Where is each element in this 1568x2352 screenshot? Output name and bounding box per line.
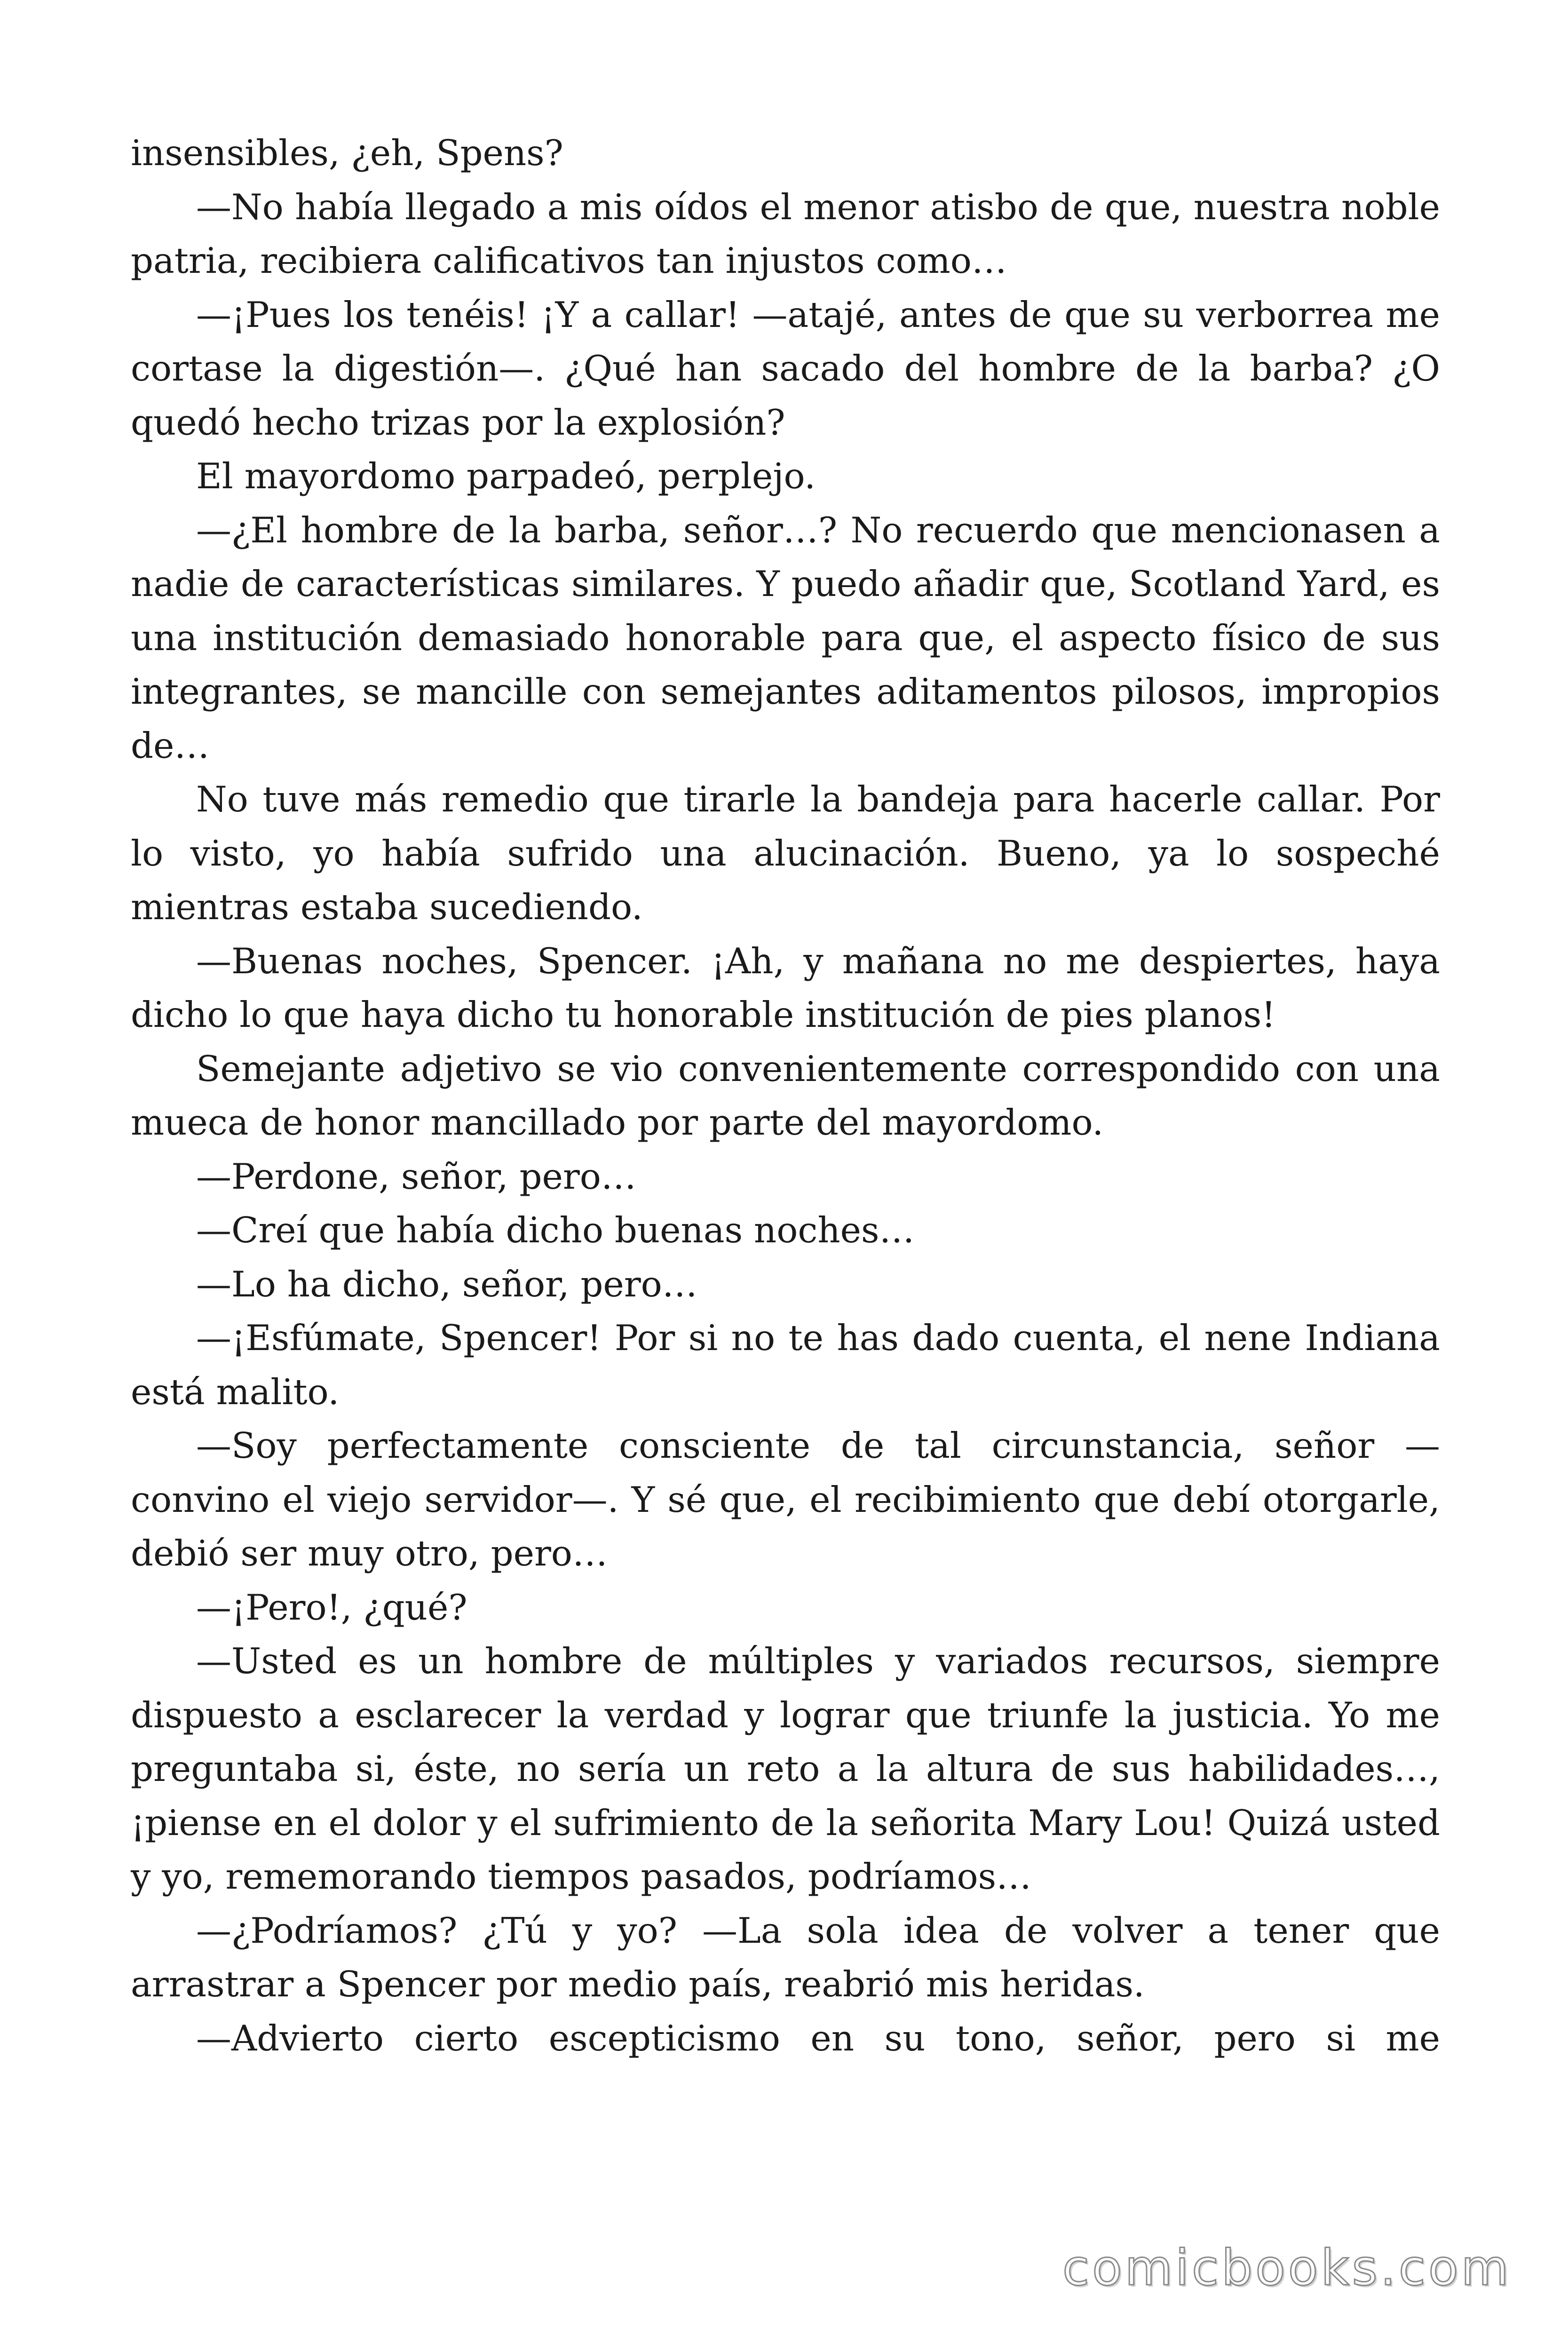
paragraph: —Advierto cierto escepticismo en su tono, señor, pero si me	[196, 2017, 1440, 2059]
watermark: comicbooks.com	[1062, 2239, 1512, 2296]
paragraph: —Soy perfectamente consciente de tal circunstancia, señor —convino el viejo servidor—. Y sé que, el recibimiento que debí otorgarle, debió ser muy otro, pero…	[131, 1425, 1440, 1574]
paragraph: insensibles, ¿eh, Spens?	[131, 132, 563, 174]
paragraph: —Usted es un hombre de múltiples y variados recursos, siempre dispuesto a esclarecer la verdad y lograr que triunfe la justicia. Yo me preguntaba si, éste, no sería un reto a la altura de sus habilidades…, ¡piense en el dolor y el sufrimiento de la señorita Mary Lou! Quizá usted y yo, rememorando tiempos pasados, podríamos…	[131, 1640, 1440, 1897]
paragraph: —¡Pero!, ¿qué?	[196, 1586, 467, 1628]
paragraph: —¿El hombre de la barba, señor…? No recuerdo que mencionasen a nadie de características similares. Y puedo añadir que, Scotland Yard, es una institución demasiado honorable para que, el aspecto físico de sus integrantes, se mancille con semejantes aditamentos pilosos, impropios de…	[131, 509, 1440, 766]
body-text	[131, 126, 1440, 2065]
paragraph: No tuve más remedio que tirarle la bandeja para hacerle callar. Por lo visto, yo había sufrido una alucinación. Bueno, ya lo sospeché mientras estaba sucediendo.	[131, 779, 1440, 928]
paragraph: —Creí que había dicho buenas noches…	[196, 1209, 915, 1251]
paragraph: —No había llegado a mis oídos el menor atisbo de que, nuestra noble patria, recibiera calificativos tan injustos como…	[131, 186, 1440, 281]
paragraph: —¡Pues los tenéis! ¡Y a callar! —atajé, antes de que su verborrea me cortase la digestión—. ¿Qué han sacado del hombre de la barba? ¿O quedó hecho trizas por la explosión?	[131, 294, 1440, 443]
paragraph: —Perdone, señor, pero…	[196, 1155, 636, 1197]
paragraph: Semejante adjetivo se vio convenientemente correspondido con una mueca de honor mancillado por parte del mayordomo.	[131, 1048, 1440, 1143]
paragraph: —Buenas noches, Spencer. ¡Ah, y mañana no me despiertes, haya dicho lo que haya dicho tu honorable institución de pies planos!	[131, 940, 1440, 1035]
paragraph: —Lo ha dicho, señor, pero…	[196, 1263, 697, 1305]
paragraph: El mayordomo parpadeó, perplejo.	[196, 455, 816, 497]
paragraph: —¡Esfúmate, Spencer! Por si no te has dado cuenta, el nene Indiana está malito.	[131, 1317, 1440, 1413]
paragraph: —¿Podríamos? ¿Tú y yo? —La sola idea de volver a tener que arrastrar a Spencer por medio país, reabrió mis heridas.	[131, 1909, 1440, 2005]
